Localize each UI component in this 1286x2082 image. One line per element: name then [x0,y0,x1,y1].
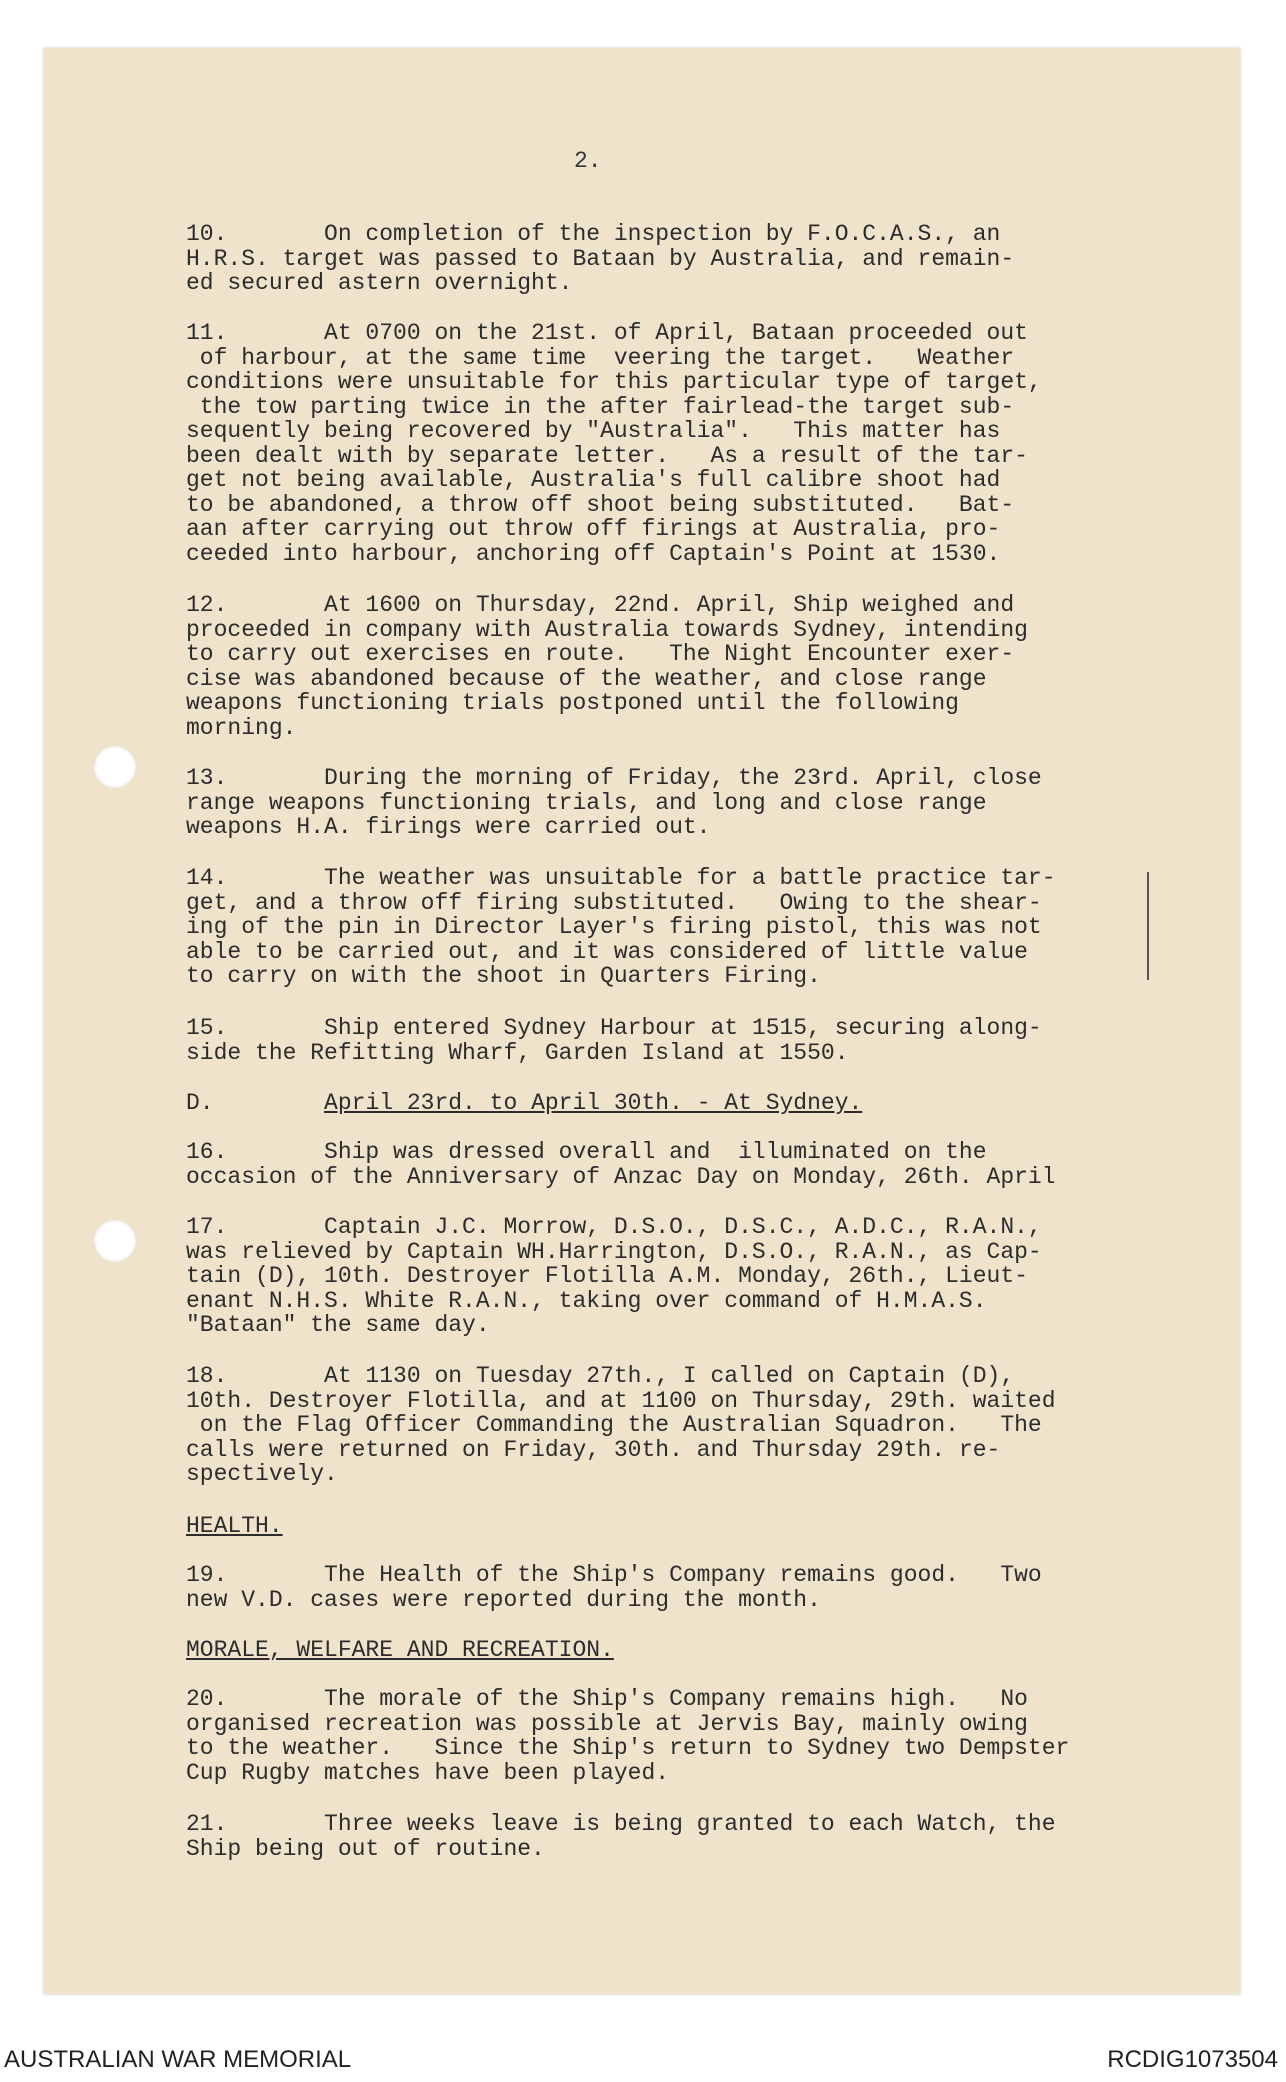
text-line: "Bataan" the same day. [186,1312,490,1338]
text-line: 17. Captain J.C. Morrow, D.S.O., D.S.C., A.D.C., R.A.N., [186,1214,1042,1240]
paragraph [186,1687,1146,1785]
punch-hole-top [94,746,136,788]
text-line: weapons H.A. firings were carried out. [186,814,711,840]
text-line: 14. The weather was unsuitable for a battle practice tar- [186,865,1056,891]
paragraph [186,766,1146,840]
text-line: 16. Ship was dressed overall and illuminated on the [186,1139,987,1165]
paragraph [186,1364,1146,1487]
text-line: conditions were unsuitable for this particular type of target, [186,369,1042,395]
text-line: 10th. Destroyer Flotilla, and at 1100 on Thursday, 29th. waited [186,1387,1056,1414]
paragraph [186,1140,1146,1189]
page-number: 2. [574,148,602,174]
text-line: organised recreation was possible at Jervis Bay, mainly owing [186,1710,1028,1737]
text-line: to carry out exercises en route. The Night Encounter exer- [186,641,1015,667]
paragraph [186,222,1146,296]
text-line: H.R.S. target was passed to Bataan by Australia, and remain- [186,245,1015,272]
paragraph [186,1563,1146,1612]
text-line: ed secured astern overnight. [186,270,573,296]
text-line: enant N.H.S. White R.A.N., taking over command of H.M.A.S. [186,1287,987,1314]
text-line: 21. Three weeks leave is being granted to each Watch, the [186,1811,1056,1837]
text-line: 11. At 0700 on the 21st. of April, Bataan proceeded out [186,320,1028,346]
text-line: cise was abandoned because of the weather, and close range [186,665,987,692]
text-line: 12. At 1600 on Thursday, 22nd. April, Ship weighed and [186,592,1015,618]
paragraph [186,321,1146,566]
text-line: was relieved by Captain WH.Harrington, D.S.O., R.A.N., as Cap- [186,1238,1042,1265]
text-line: 20. The morale of the Ship's Company remains high. No [186,1686,1028,1712]
text-line: spectively. [186,1461,338,1487]
text-line: get not being available, Australia's full calibre shoot had [186,467,1001,493]
text-line: to the weather. Since the Ship's return to Sydney two Dempster [186,1735,1070,1761]
text-line: Ship being out of routine. [186,1835,545,1862]
footer-reference: RCDIG1073504 [1107,2046,1278,2073]
text-line: tain (D), 10th. Destroyer Flotilla A.M. Monday, 26th., Lieut- [186,1263,1028,1289]
text-line: new V.D. cases were reported during the month. [186,1586,821,1613]
text-line: Cup Rugby matches have been played. [186,1759,670,1786]
text-line: been dealt with by separate letter. As a result of the tar- [186,442,1028,469]
text-line: sequently being recovered by "Australia". This matter has [186,418,1001,444]
section-heading [186,1091,1146,1116]
text-line: 15. Ship entered Sydney Harbour at 1515, securing along- [186,1015,1042,1041]
text-line: ing of the pin in Director Layer's firing pistol, this was not [186,914,1042,940]
text-line: on the Flag Officer Commanding the Australian Squadron. The [186,1412,1042,1438]
text-line: 10. On completion of the inspection by F.O.C.A.S., an [186,221,1001,247]
text-line: 18. At 1130 on Tuesday 27th., I called on Captain (D), [186,1363,1015,1389]
margin-annotation-line [1147,872,1149,980]
section-heading [186,1638,1146,1663]
text-line: MORALE, WELFARE AND RECREATION. [186,1637,614,1663]
text-line: morning. [186,714,297,741]
paragraph [186,593,1146,740]
footer-source: AUSTRALIAN WAR MEMORIAL [4,2046,352,2073]
text-line: the tow parting twice in the after fairlead-the target sub- [186,393,1015,420]
paragraph [186,1016,1146,1065]
text-line: proceeded in company with Australia towards Sydney, intending [186,616,1028,643]
text-line: 19. The Health of the Ship's Company remains good. Two [186,1562,1042,1588]
punch-hole-bottom [94,1220,136,1262]
text-line: D. April 23rd. to April 30th. - At Sydney. [186,1090,863,1116]
text-line: occasion of the Anniversary of Anzac Day on Monday, 26th. April [186,1163,1056,1190]
text-line: 13. During the morning of Friday, the 23rd. April, close [186,765,1042,791]
section-heading [186,1514,1146,1539]
text-line: range weapons functioning trials, and long and close range [186,789,987,816]
text-line: to be abandoned, a throw off shoot being substituted. Bat- [186,491,1015,518]
text-line: to carry on with the shoot in Quarters Firing. [186,963,821,989]
text-line: aan after carrying out throw off firings at Australia, pro- [186,516,1001,542]
text-line: ceeded into harbour, anchoring off Captain's Point at 1530. [186,540,1001,567]
text-line: of harbour, at the same time veering the target. Weather [186,344,1015,371]
text-line: able to be carried out, and it was considered of little value [186,938,1028,965]
paragraph [186,1215,1146,1338]
paragraph [186,866,1146,989]
text-line: side the Refitting Wharf, Garden Island at 1550. [186,1039,849,1066]
text-line: weapons functioning trials postponed until the following [186,690,959,716]
text-line: HEALTH. [186,1513,283,1539]
paragraph [186,1812,1146,1861]
text-line: calls were returned on Friday, 30th. and Thursday 29th. re- [186,1436,1001,1463]
text-line: get, and a throw off firing substituted. Owing to the shear- [186,889,1042,916]
